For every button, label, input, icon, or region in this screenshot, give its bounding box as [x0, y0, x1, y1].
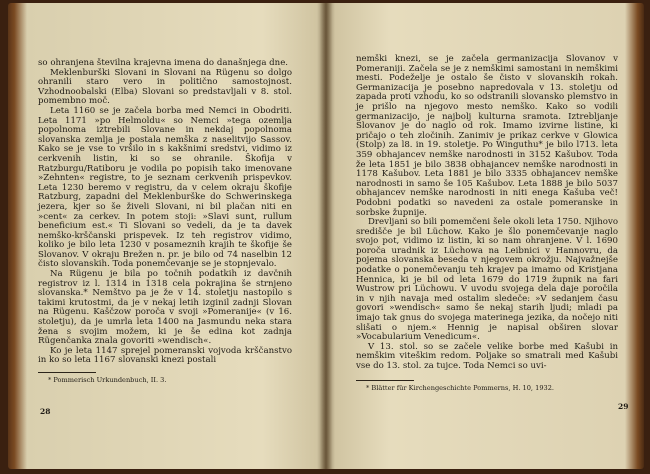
- paragraph: Drevljani so bili pomemčeni šele okoli leta 1750. Njihovo središče je bil Lüchow. Kako je šlo ponemčevanje naglo svojo pot, vidimo iz listin, ki so nam ohranjene. V l. 1690 poroča uradnik iz Lüchowa na Leibnici v Hannovru, da pojema slovanska beseda v njegovem okrožju. Najvažnejše podatke o ponemčevanju teh krajev pa imamo od Kristjana Hennica, ki je bil od leta 1679 do 1719 župnik na fari Wustrow pri Lüchowu. V uvodu svojega dela daje poročila in v njih navaja med ostalim sledeče: »V sedanjem času govori »wendisch« samo še nekaj starih ljudi; mladi pa imajo tak gnus do svojega materinega jezika, da nočejo niti slišati o njem.« Hennig je napisal obširen slovar »Vocabularium Venedicum«.: [356, 217, 618, 343]
- left-page-text: [38, 59, 292, 384]
- page-number: 29: [618, 402, 629, 411]
- paragraph: nemški knezi, se je začela germanizacija Slovanov v Pomeraniji. Začela se je z nemškimi samostani in nemškimi mesti. Podeželje je ostalo še čisto v slovanskih rokah. Germanizacija je posebno napredovala v 13. stoletju od zapada proti vzhodu, ko so odstranili slovansko plemstvo in je prišlo na njegovo mesto nemško. Kako so vodili germanizacijo, je najbolj kulturna sramota. Iztrebljanje Slovanov je do naglo od rok. Imamo izvirne listine, ki pričajo o teh zločinih. Zanimiv je prikaz cerkve v Glowica (Stolp) za l8. in 19. stoletje. Po Winguthu* je bilo l713. leta 359 obhajancev nemške narodnosti in 3152 Kašubov. Toda že leta 1851 je bilo 3838 obhajancev nemške narodnosti in 1178 Kašubov. Leta 1881 je bilo 3335 obhajancev nemške narodnosti in samo še 105 Kašubov. Leta 1888 je bilo 5037 obhajancev nemške narodnosti in niti enega Kašuba več! Podobni podatki so navedeni za ostale pomeranske in sorbske župnije.: [356, 54, 618, 218]
- paragraph: Na Rügenu je bila po točnih podatkih iz davčnih registrov iz l. 1314 in 1318 cela pokrajina še strnjeno slovanska.* Nemštvo pa je že v 14. stoletju nastopilo s takimi krutostmi, da je v nekaj letih izginil zadnji Slovan na Rügenu. Kaščzow poroča v svoji »Pomeranije« (v 16. stoletju), da je umrla leta 1400 na Jasmundu neka stara žena s svojim možem, ki je še edina kot zadnja Rügenčanka znala govoriti »wendisch«.: [38, 269, 292, 347]
- footnote: * Blätter für Kirchengeschichte Pommerns, H. 10, 1932.: [366, 383, 555, 392]
- left-page: [8, 3, 318, 469]
- footnote-rule: [356, 380, 414, 381]
- page-number: 28: [40, 407, 51, 416]
- paragraph: Ko je leta 1147 sprejel pomeranski vojvoda krščanstvo in ko so leta 1167 slovanski knezi postali: [38, 345, 292, 366]
- open-book-spread: [8, 3, 644, 469]
- paragraph: so ohranjena številna krajevna imena do današnjega dne.: [38, 58, 289, 68]
- paragraph: V 13. stol. so se začele velike borbe med Kašubi in nemškim viteškim redom. Poljake so smatrali med Kašubi vse do 13. stol. za tujce. Toda Nemci so uvi-: [356, 341, 618, 371]
- paragraph: Meklenburški Slovani in Slovani na Rügenu so dolgo ohranili staro vero in politično samostojnost. Vzhodnoobalski (Elba) Slovani so predstavljali v 8. stol. pomembno moč.: [38, 67, 292, 107]
- footnote-rule: [38, 372, 96, 373]
- paragraph: Leta 1160 se je začela borba med Nemci in Obodriti. Leta 1171 »po Helmoldu« so Nemci »tega ozemlja popolnoma iztrebili Slovane in nekdaj popolnoma slovanska zemlja je postala nemška z naselitvijo Sassov. Kako se je vse to vršilo in s kakšnimi sredstvi, vidimo iz cerkvenih listin, ki so se ohranile. Škofija v Ratzburgu/Ratiboru je vodila po popisih tako imenovane »Zehnten« registre, to je seznam cerkvenih prispevkov. Leta 1230 beremo v registru, da v celem okraju škofije Ratzburg, zapadni del Meklenburške do Schwerinskega jezera, kjer so še živeli Slovani, ni bil plačan niti en »cent« za cerkev. In potem stoji: »Slavi sunt, rullum beneficium est.« Ti Slovani so vedeli, da je ta davek nemško-krščanski prispevek. Iz teh registrov vidimo, koliko je bilo leta 1230 v posameznih krajih te škofije še Slovanov. V okraju Brežen n. pr. je bilo od 74 naselbin 12 čisto slovanskih. Toda ponemčevanje se je stopnjevalo.: [38, 105, 292, 270]
- footnote: * Pommerisch Urkundenbuch, II. 3.: [48, 376, 167, 384]
- book-gutter: [317, 3, 335, 469]
- right-page-text: [356, 55, 618, 392]
- right-page: [334, 3, 644, 469]
